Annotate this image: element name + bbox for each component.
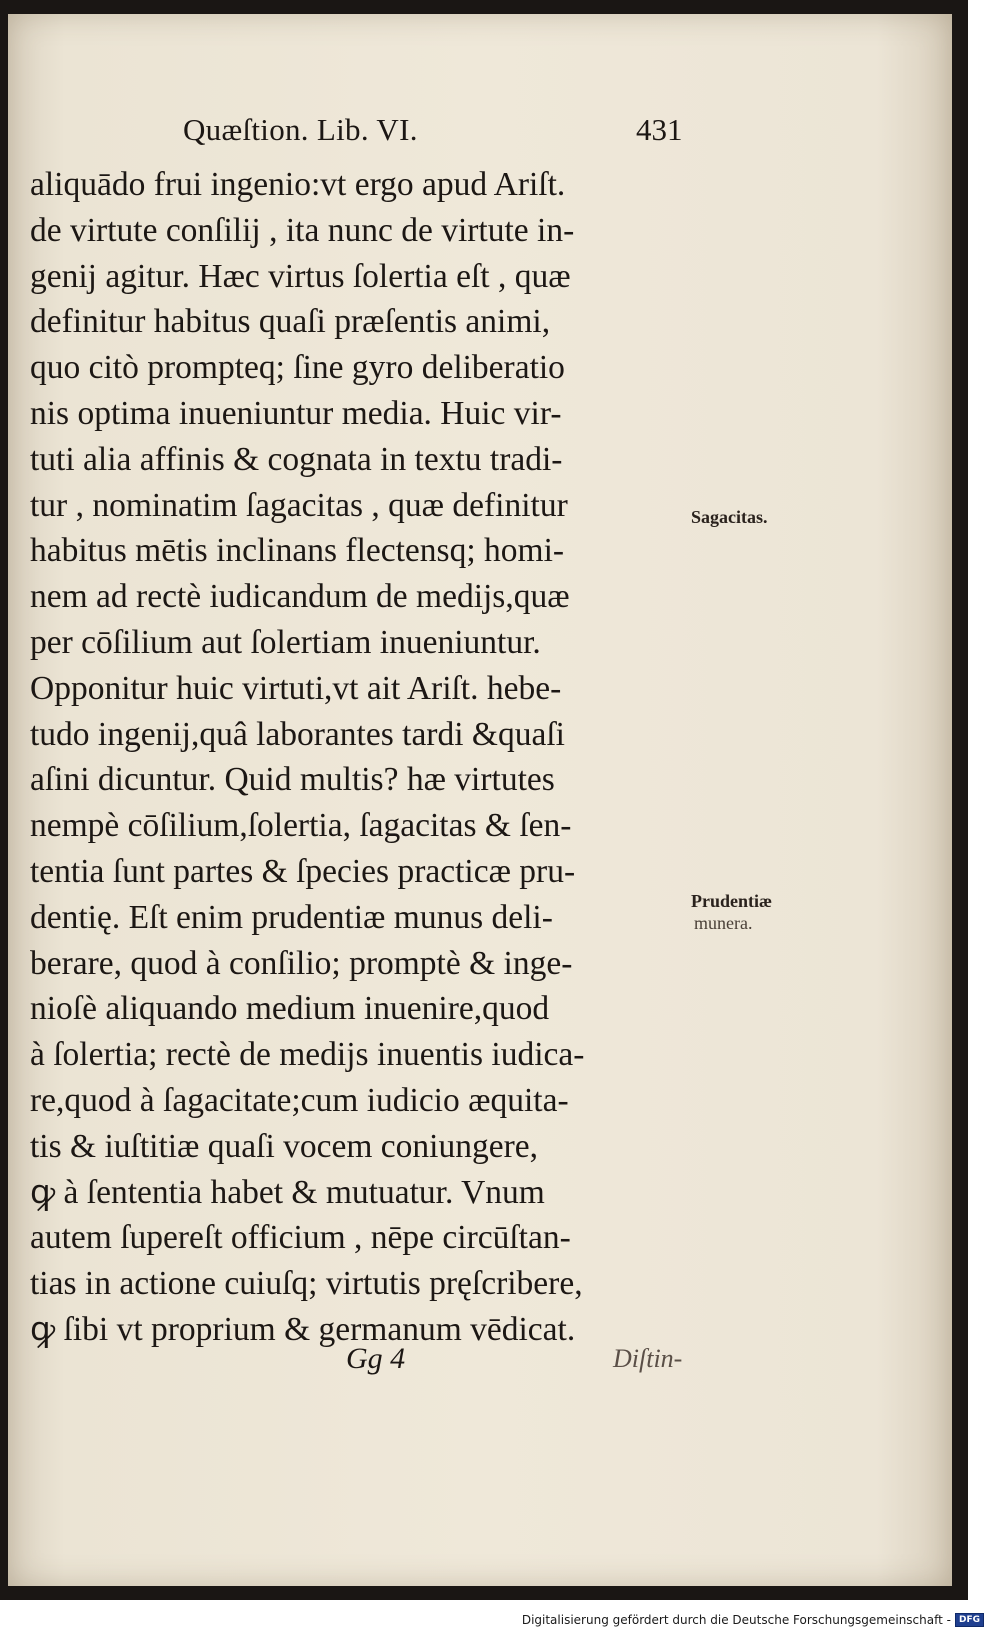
text-line: tias in actione cuiuſq; virtutis pręſcribere, [30,1265,583,1303]
marginal-note-munera: munera. [694,913,753,933]
text-line: aſini dicuntur. Quid multis? hæ virtutes [30,761,555,799]
text-line: aliquādo frui ingenio:vt ergo apud Ariſt. [30,166,566,203]
funding-credit-text: Digitalisierung gefördert durch die Deutsche Forschungsgemeinschaft - [521,1613,951,1627]
text-line: quo citò prompteq; ſine gyro deliberatio [30,349,565,387]
text-line: de virtute conſilij , ita nunc de virtute in- [30,211,575,249]
text-line: tudo ingenij,quâ laborantes tardi &quaſi [30,715,565,753]
text-line: habitus mētis inclinans flectensq; homi- [30,532,565,570]
book-page [8,14,952,1586]
text-line: definitur habitus quaſi præſentis animi, [30,303,551,341]
text-line: tuti alia affinis & cognata in textu tradi- [30,440,563,478]
text-line: per cōſilium aut ſolertiam inueniuntur. [30,623,541,661]
text-line: autem ſupereſt officium , nēpe circūſtan- [30,1219,571,1257]
text-line: re,quod à ſagacitate;cum iudicio æquita- [30,1081,569,1119]
page-number: 431 [636,112,683,147]
marginal-note-sagacitas: Sagacitas. [691,507,768,527]
funding-credit [522,1613,984,1627]
text-line: dentię. Eſt enim prudentiæ munus deli- [30,898,553,936]
text-line: nem ad rectè iudicandum de medijs,quæ [30,578,570,616]
text-line: à ſolertia; rectè de medijs inuentis iudica- [30,1036,585,1074]
text-line: tentia ſunt partes & ſpecies practicæ pru- [30,852,576,890]
dfg-logo-icon: DFG [955,1613,984,1627]
text-line: genij agitur. Hæc virtus ſolertia eſt , quæ [30,257,571,295]
text-line: ꝙ ſibi vt proprium & germanum vēdicat. [30,1310,576,1348]
body-text [30,162,710,1353]
text-line: Opponitur huic virtuti,vt ait Ariſt. hebe- [30,669,562,707]
text-line: nis optima inueniuntur media. Huic vir- [30,394,562,432]
text-line: tur , nominatim ſagacitas , quæ definitur [30,486,568,524]
running-title: Quæſtion. Lib. VI. [183,112,418,147]
text-line: nempè cōſilium,ſolertia, ſagacitas & ſen- [30,807,572,845]
text-line: ꝙ à ſententia habet & mutuatur. Vnum [30,1173,545,1211]
text-line: tis & iuſtitiæ quaſi vocem coniungere, [30,1127,538,1165]
text-line: berare, quod à conſilio; promptè & inge- [30,944,573,982]
marginal-note-prudentiae: Prudentiæ [691,891,772,911]
signature-mark: Gg 4 [346,1342,406,1375]
text-line: nioſè aliquando medium inuenire,quod [30,990,550,1028]
catchword: Diſtin- [613,1344,683,1373]
